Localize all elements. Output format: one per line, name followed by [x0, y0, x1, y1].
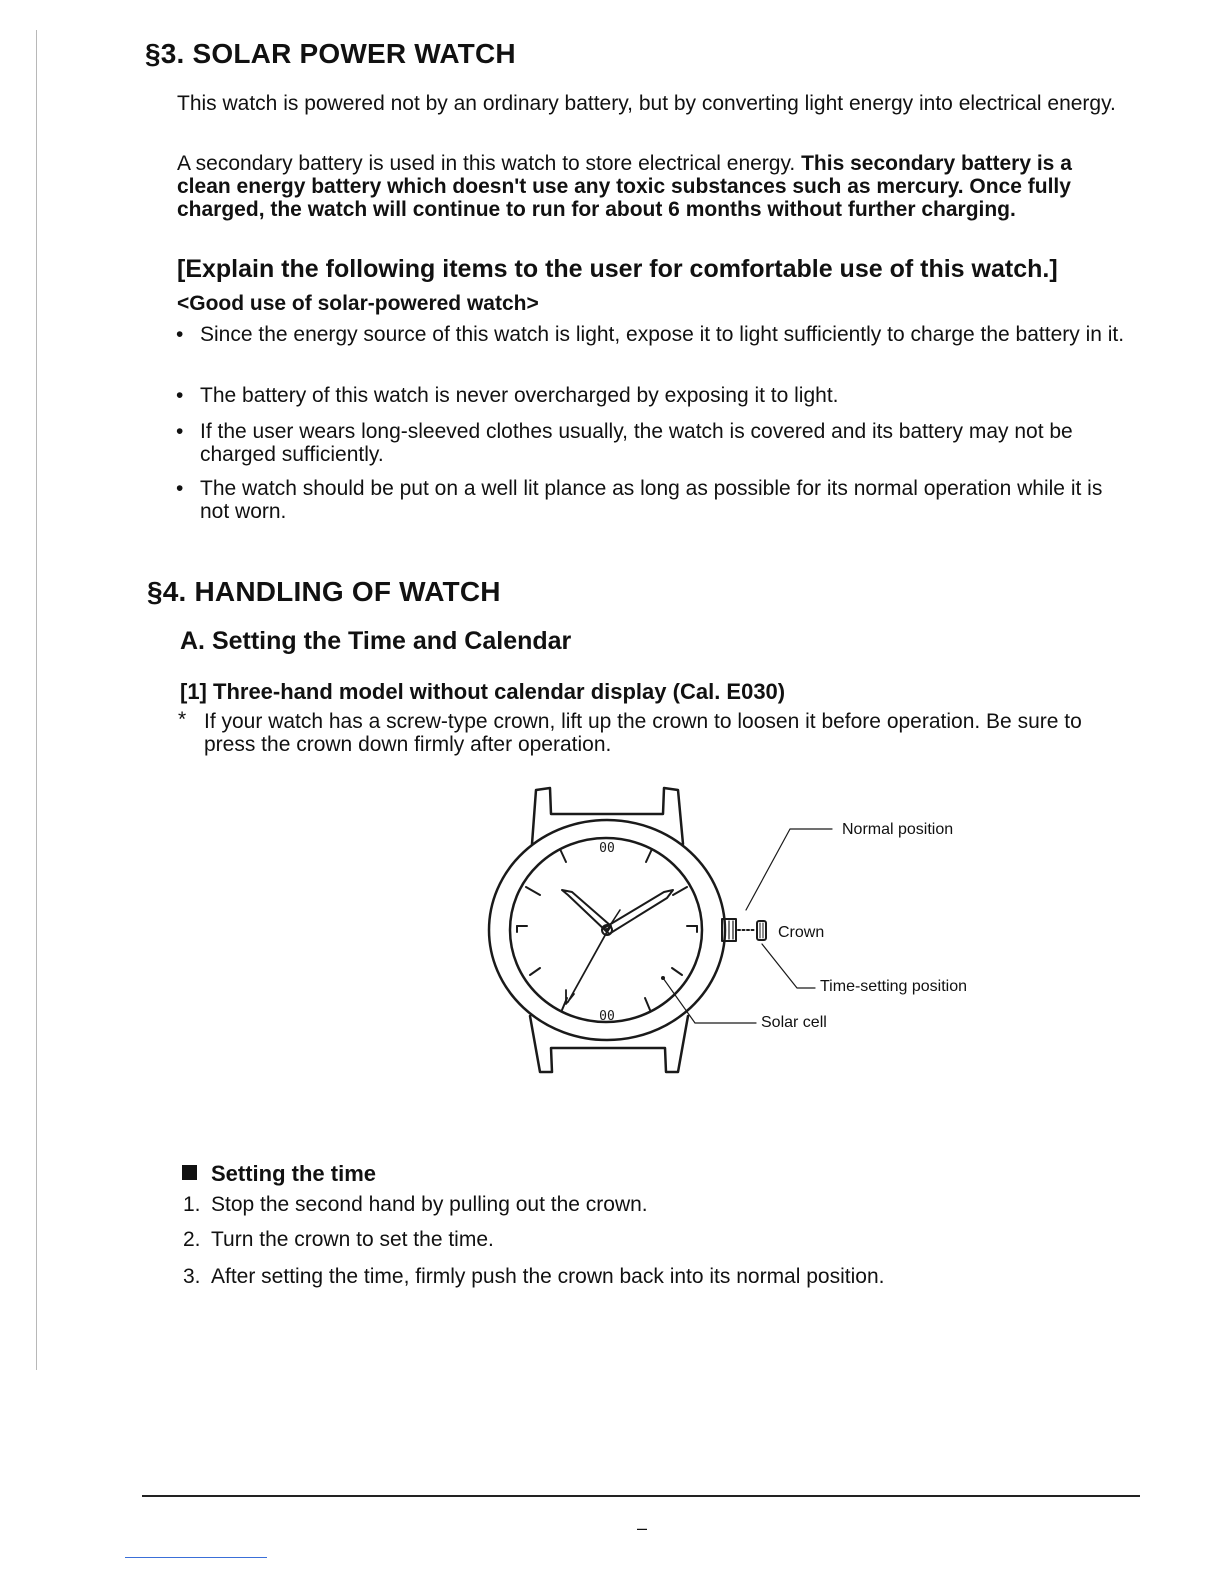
- bottom-lug: [530, 1016, 688, 1072]
- step-number: 1.: [183, 1193, 201, 1216]
- good-use-heading: <Good use of solar-powered watch>: [177, 292, 539, 315]
- bullet-icon: •: [176, 420, 184, 443]
- list-item: [183, 1265, 884, 1289]
- scan-edge-line: [125, 1557, 267, 1558]
- label-normal-position: Normal position: [842, 821, 954, 838]
- bullet-icon: •: [176, 323, 184, 346]
- section3-title: §3. SOLAR POWER WATCH: [145, 38, 516, 69]
- bullet-text: If the user wears long-sleeved clothes usually, the watch is covered and its battery may not be charged sufficiently.: [200, 420, 1073, 466]
- minute-hand: [604, 890, 673, 934]
- step-text: After setting the time, firmly push the crown back into its normal position.: [211, 1265, 885, 1288]
- label-crown: Crown: [778, 924, 825, 941]
- step-number: 3.: [183, 1265, 201, 1288]
- bullet-icon: •: [176, 477, 184, 500]
- label-solar-cell: Solar cell: [761, 1014, 827, 1031]
- setting-time-heading-text: Setting the time: [211, 1161, 377, 1186]
- bullet-text: The battery of this watch is never overcharged by exposing it to light.: [200, 384, 839, 407]
- left-margin-line: [36, 30, 37, 1370]
- bullet-icon: •: [176, 384, 184, 407]
- footer-rule: [142, 1495, 1140, 1497]
- screw-crown-note: [178, 710, 1128, 756]
- list-item: [176, 323, 1126, 346]
- label-time-setting-position: Time-setting position: [820, 978, 968, 995]
- dial-numeral-six: 00: [599, 1009, 615, 1024]
- asterisk-icon: *: [178, 708, 187, 731]
- note-text: If your watch has a screw-type crown, lift up the crown to loosen it before operation. Be sure to press the crown down firmly after operation.: [204, 710, 1082, 756]
- step-text: Stop the second hand by pulling out the crown.: [211, 1193, 648, 1216]
- explain-heading: [Explain the following items to the user for comfortable use of this watch.]: [177, 255, 1058, 283]
- list-item: [176, 384, 1126, 407]
- list-item: [183, 1193, 648, 1217]
- section3-para2-bold: This secondary battery is a clean energy battery which doesn't use any toxic substances such as mercury. Once fully charged, the watch will continue to run for about 6 months without further charging.: [177, 152, 1072, 221]
- section4-sub-1: [1] Three-hand model without calendar display (Cal. E030): [180, 679, 786, 704]
- list-item: [176, 420, 1126, 466]
- section4-title: §4. HANDLING OF WATCH: [147, 576, 501, 607]
- list-item: [176, 477, 1126, 523]
- page-mark: –: [637, 1518, 648, 1538]
- list-item: [183, 1228, 494, 1252]
- crown-icon: [757, 921, 766, 940]
- bullet-text: Since the energy source of this watch is light, expose it to light sufficiently to charge the battery in it.: [200, 323, 1125, 346]
- section3-para2: [177, 152, 1122, 221]
- bullet-text: The watch should be put on a well lit plance as long as possible for its normal operation while it is not worn.: [200, 477, 1103, 523]
- square-bullet-icon: [182, 1165, 197, 1180]
- second-hand: [566, 930, 608, 1004]
- section4-sub-a: A. Setting the Time and Calendar: [180, 627, 572, 655]
- step-number: 2.: [183, 1228, 201, 1251]
- dial-numeral-twelve: 00: [599, 841, 615, 856]
- top-lug: [532, 788, 683, 844]
- step-text: Turn the crown to set the time.: [211, 1228, 494, 1251]
- section3-para2-normal: A secondary battery is used in this watch to store electrical energy.: [177, 152, 796, 175]
- setting-time-heading: [182, 1161, 376, 1187]
- section3-para1: This watch is powered not by an ordinary battery, but by converting light energy into electrical energy.: [177, 92, 1116, 115]
